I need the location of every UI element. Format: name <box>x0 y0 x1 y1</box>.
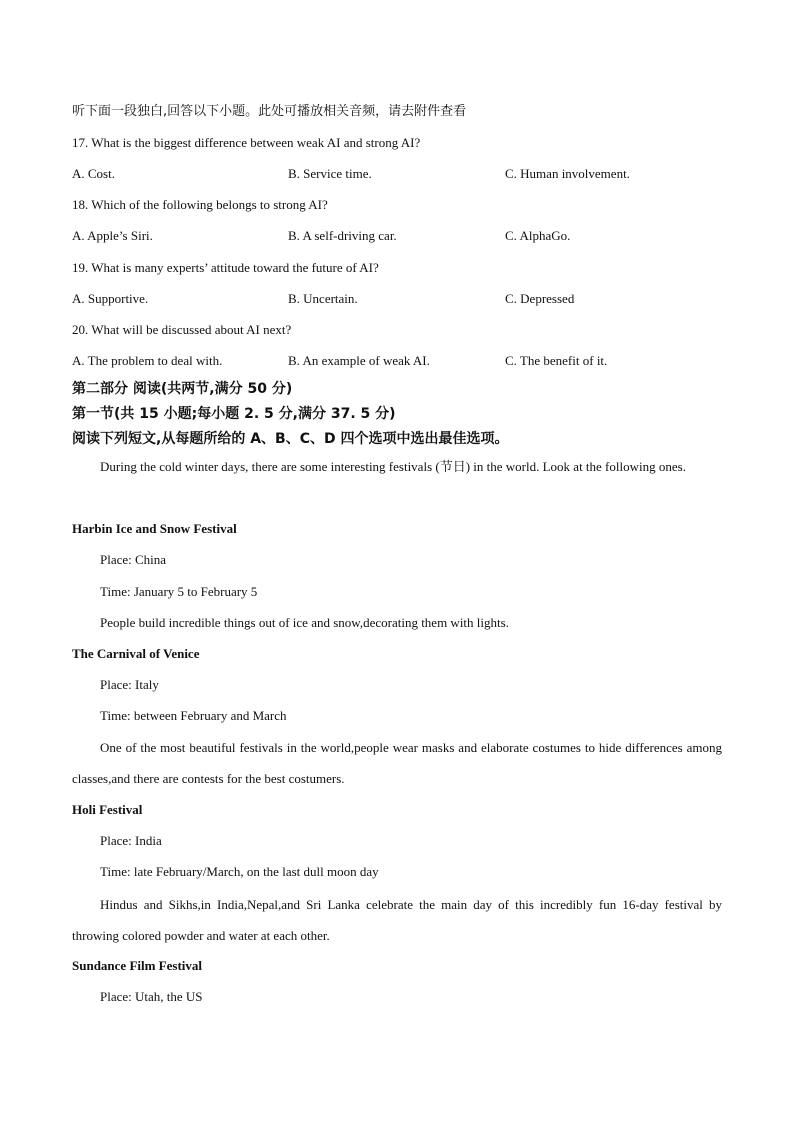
festival-time-harbin: Time: January 5 to February 5 <box>100 584 258 599</box>
q19-option-c: C. Depressed <box>505 291 575 306</box>
section-title: 第一节(共 15 小题;每小题 2. 5 分,满分 37. 5 分) <box>72 406 396 422</box>
festival-place-venice: Place: Italy <box>100 677 159 692</box>
question-18: 18. Which of the following belongs to strong AI? <box>72 197 328 212</box>
question-17: 17. What is the biggest difference between weak AI and strong AI? <box>72 135 421 150</box>
q19-option-a: A. Supportive. <box>72 291 149 306</box>
intro-paragraph <box>72 451 722 482</box>
q20-option-a: A. The problem to deal with. <box>72 353 223 368</box>
q18-option-b: B. A self-driving car. <box>288 228 397 243</box>
q20-option-b: B. An example of weak AI. <box>288 353 430 368</box>
festival-desc-holi-paragraph <box>72 889 722 951</box>
festival-desc-venice: One of the most beautiful festivals in the world,people wear masks and elaborate costumes to hide differences among classes,and there are contests for the best costumers. <box>72 740 722 786</box>
festival-place-holi: Place: India <box>100 833 162 848</box>
q18-option-c: C. AlphaGo. <box>505 228 571 243</box>
part-title: 第二部分 阅读(共两节,满分 50 分) <box>72 381 293 397</box>
festival-desc-harbin: People build incredible things out of ice and snow,decorating them with lights. <box>100 615 509 630</box>
festival-name-venice: The Carnival of Venice <box>72 646 200 661</box>
q17-option-b: B. Service time. <box>288 166 372 181</box>
festival-desc-venice-paragraph <box>72 732 722 794</box>
festival-place-sundance: Place: Utah, the US <box>100 989 203 1004</box>
q17-option-c: C. Human involvement. <box>505 166 630 181</box>
festival-name-holi: Holi Festival <box>72 802 143 817</box>
question-19: 19. What is many experts’ attitude toward the future of AI? <box>72 260 379 275</box>
festival-desc-holi: Hindus and Sikhs,in India,Nepal,and Sri Lanka celebrate the main day of this incredibly fun 16-day festival by throwing colored powder and water at each other. <box>72 897 722 943</box>
q19-option-b: B. Uncertain. <box>288 291 358 306</box>
festival-place-harbin: Place: China <box>100 552 167 567</box>
q17-option-a: A. Cost. <box>72 166 115 181</box>
intro-text: During the cold winter days, there are some interesting festivals (节日) in the world. Look at the following ones. <box>100 459 686 474</box>
festival-time-venice: Time: between February and March <box>100 708 287 723</box>
reading-directions: 阅读下列短文,从每题所给的 A、B、C、D 四个选项中选出最佳选项。 <box>72 431 509 447</box>
question-20: 20. What will be discussed about AI next? <box>72 322 292 337</box>
festival-name-sundance: Sundance Film Festival <box>72 958 203 973</box>
festival-name-harbin: Harbin Ice and Snow Festival <box>72 521 237 536</box>
festival-time-holi: Time: late February/March, on the last dull moon day <box>100 864 379 879</box>
q20-option-c: C. The benefit of it. <box>505 353 608 368</box>
q18-option-a: A. Apple’s Siri. <box>72 228 153 243</box>
listening-instruction: 听下面一段独白,回答以下小题。此处可播放相关音频，请去附件查看 <box>72 104 467 119</box>
